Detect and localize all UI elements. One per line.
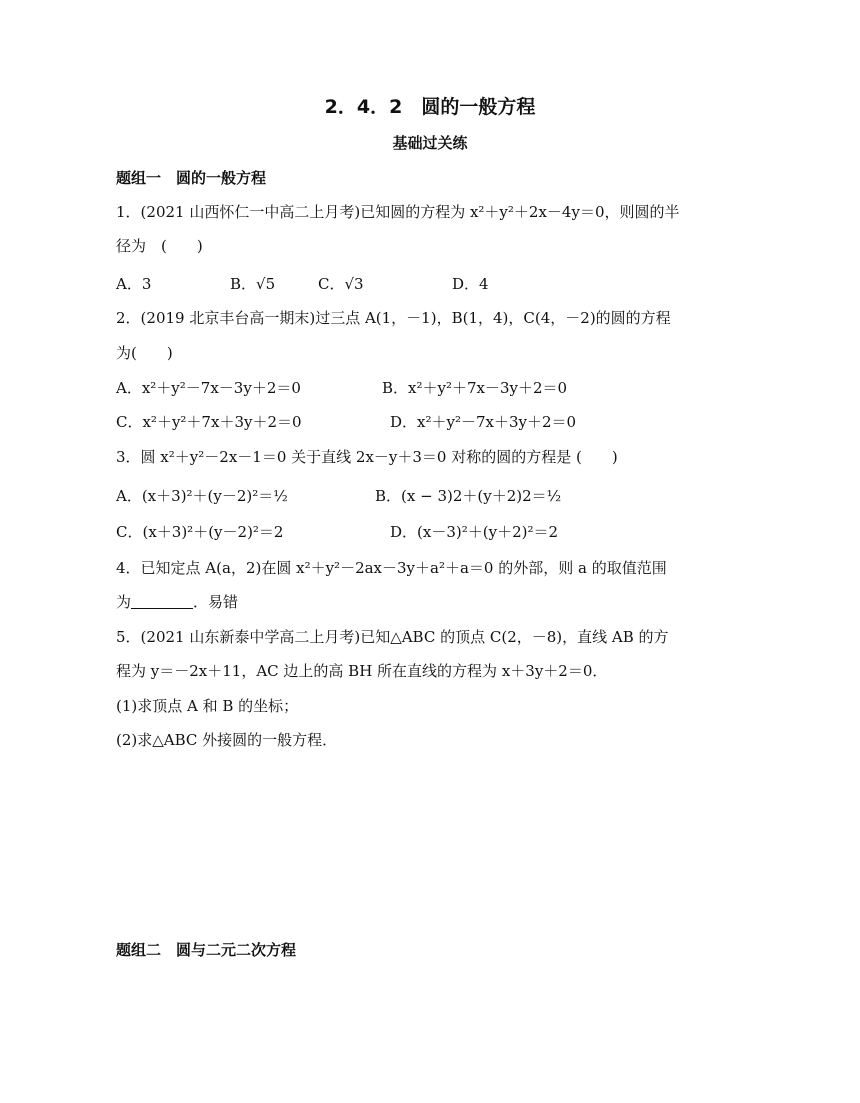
question-2-line-2: 为( ) — [116, 344, 173, 362]
q2-option-a: A．x²＋y²－7x－3y＋2＝0 — [116, 379, 301, 397]
q1-option-d: D．4 — [452, 275, 489, 293]
question-4-line-1: 4．已知定点 A(a，2)在圆 x²＋y²－2ax－3y＋a²＋a＝0 的外部，则 a 的取值范围 — [116, 559, 667, 577]
question-4-prefix: 为 — [116, 593, 132, 611]
q3-option-b: B．(x − 3)2＋(y＋2)2＝½ — [375, 487, 562, 505]
question-1-line-2: 径为 ( ) — [116, 237, 203, 255]
q1-option-b: B．√5 — [230, 275, 276, 293]
question-5-sub-1: (1)求顶点 A 和 B 的坐标； — [116, 697, 299, 715]
group-heading-2: 题组二 圆与二元二次方程 — [116, 941, 297, 959]
q2-option-d: D．x²＋y²－7x＋3y＋2＝0 — [390, 413, 577, 431]
question-2-line-1: 2．(2019 北京丰台高一期末)过三点 A(1，－1)，B(1，4)，C(4，－2)的圆的方程 — [116, 309, 671, 327]
question-5-sub-2: (2)求△ABC 外接圆的一般方程． — [116, 731, 338, 749]
q3-option-c: C．(x＋3)²＋(y－2)²＝2 — [116, 523, 284, 541]
q3-option-d: D．(x－3)²＋(y＋2)²＝2 — [390, 523, 559, 541]
q1-option-c: C．√3 — [318, 275, 364, 293]
q1-option-a: A．3 — [116, 275, 152, 293]
question-5-line-2: 程为 y＝－2x＋11，AC 边上的高 BH 所在直线的方程为 x＋3y＋2＝0． — [116, 662, 608, 680]
question-4-suffix: ．易错 — [193, 593, 239, 611]
question-4-line-2 — [116, 591, 238, 613]
page-title: 2．4．2 圆的一般方程 — [324, 96, 536, 118]
question-3-line-1: 3．圆 x²＋y²－2x－1＝0 关于直线 2x－y＋3＝0 对称的圆的方程是 ( ) — [116, 448, 618, 466]
section-subtitle: 基础过关练 — [392, 134, 468, 152]
question-1-line-1: 1．(2021 山西怀仁一中高二上月考)已知圆的方程为 x²＋y²＋2x－4y＝0，则圆的半 — [116, 203, 680, 221]
q3-option-a: A．(x＋3)²＋(y－2)²＝½ — [116, 487, 288, 505]
answer-blank[interactable] — [131, 592, 193, 609]
q2-option-b: B．x²＋y²＋7x－3y＋2＝0 — [382, 379, 568, 397]
q2-option-c: C．x²＋y²＋7x＋3y＋2＝0 — [116, 413, 302, 431]
question-5-line-1: 5．(2021 山东新泰中学高二上月考)已知△ABC 的顶点 C(2，－8)，直线 AB 的方 — [116, 628, 669, 646]
group-heading-1: 题组一 圆的一般方程 — [116, 169, 267, 187]
